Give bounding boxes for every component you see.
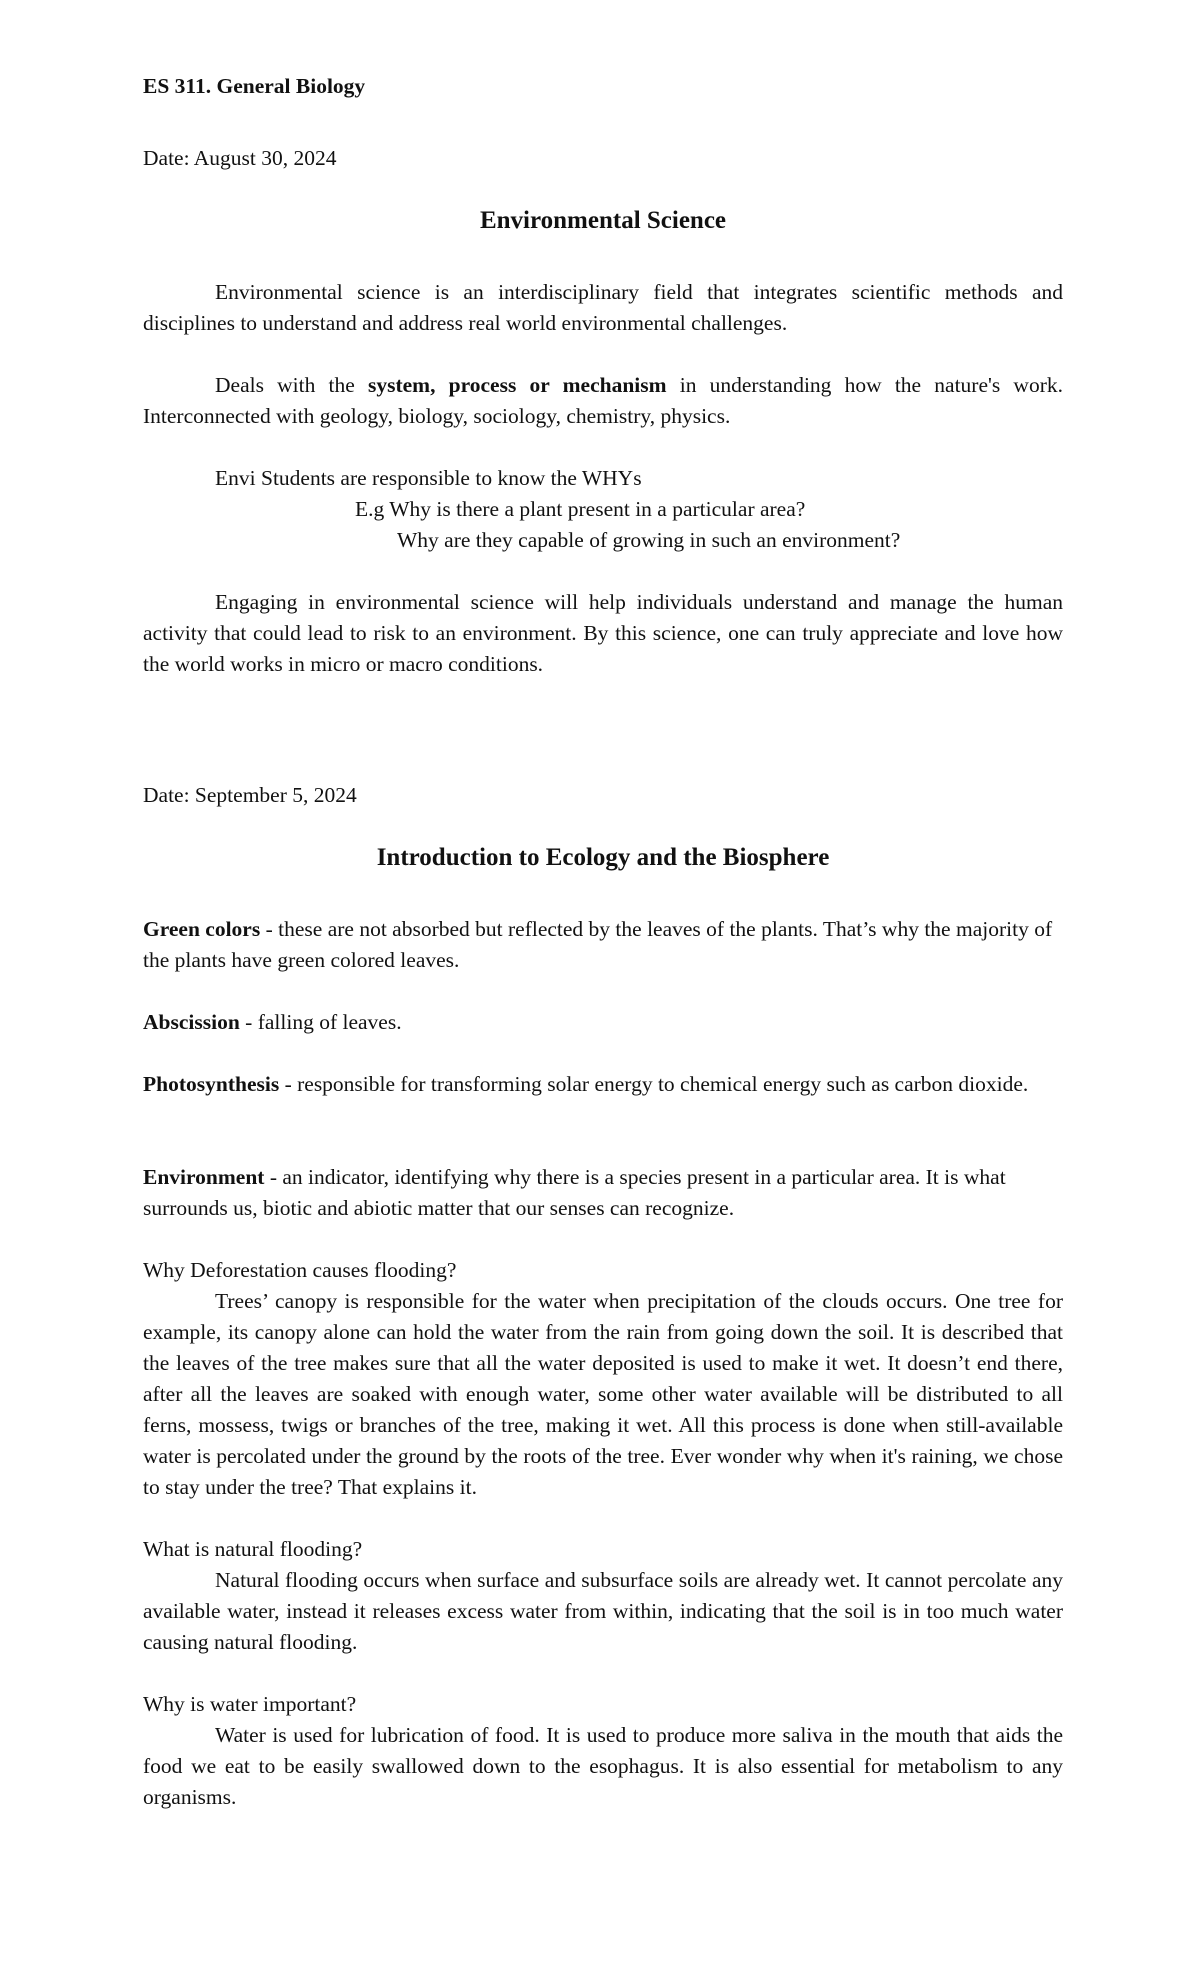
- question-deforestation: Why Deforestation causes flooding?: [143, 1258, 457, 1282]
- paragraph-system-process: [143, 370, 1063, 432]
- term-green-colors: Green colors: [143, 917, 261, 941]
- definition-abscission: [143, 1007, 1063, 1038]
- term-photosynthesis: Photosynthesis: [143, 1072, 280, 1096]
- definition-photosynthesis: [143, 1069, 1063, 1100]
- term-abscission: Abscission: [143, 1010, 240, 1034]
- section-title-environmental-science: Environmental Science: [479, 207, 727, 234]
- date-september: Date: September 5, 2024: [143, 783, 357, 807]
- definition-green-colors: [143, 914, 1063, 976]
- example-line-2: Why are they capable of growing in such an environment?: [397, 528, 901, 552]
- answer-deforestation: Trees’ canopy is responsible for the water when precipitation of the clouds occurs. One tree for example, its canopy alone can hold the water from the rain from going down the soil. It is described that the leaves of the tree makes sure that all the water deposited is used to make it wet. It doesn’t end there, after all the leaves are soaked with enough water, some other water available will be distributed to all ferns, mossess, twigs or branches of the tree, making it wet. All this process is done when still-available water is percolated under the ground by the roots of the tree. Ever wonder why when it's raining, we chose to stay under the tree? That explains it.: [143, 1289, 1063, 1499]
- paragraph-engaging-env-science: Engaging in environmental science will help individuals understand and manage the human activity that could lead to risk to an environment. By this science, one can truly appreciate and love how the world works in micro or macro conditions.: [143, 590, 1063, 676]
- example-line-1: E.g Why is there a plant present in a particular area?: [355, 497, 806, 521]
- course-title: ES 311. General Biology: [143, 74, 366, 98]
- question-water-importance: Why is water important?: [143, 1692, 357, 1716]
- system-process-post: in understanding how the nature's work.: [666, 373, 1063, 397]
- envi-students-line: Envi Students are responsible to know the WHYs: [215, 466, 642, 490]
- definition-environment: [143, 1162, 1063, 1224]
- answer-water-importance: Water is used for lubrication of food. It is used to produce more saliva in the mouth that aids the food we eat to be easily swallowed down to the esophagus. It is also essential for metabolism to any organisms.: [143, 1723, 1063, 1809]
- date-august: Date: August 30, 2024: [143, 146, 337, 170]
- section-title-ecology-biosphere: Introduction to Ecology and the Biosphere: [376, 844, 830, 871]
- paragraph-system-process-line2: Interconnected with geology, biology, sociology, chemistry, physics.: [143, 404, 731, 428]
- system-process-pre: Deals with the: [215, 373, 368, 397]
- system-process-bold: system, process or mechanism: [368, 373, 667, 397]
- definition-text-green-colors: - these are not absorbed but reflected by the leaves of the plants. That’s why the majority of the plants have green colored leaves.: [143, 917, 1053, 972]
- term-environment: Environment: [143, 1165, 265, 1189]
- definition-text-environment: - an indicator, identifying why there is a species present in a particular area. It is what surrounds us, biotic and abiotic matter that our senses can recognize.: [143, 1165, 1006, 1220]
- question-natural-flooding: What is natural flooding?: [143, 1537, 363, 1561]
- definition-text-abscission: - falling of leaves.: [239, 1010, 402, 1034]
- paragraph-env-science-definition: Environmental science is an interdisciplinary field that integrates scientific methods and disciplines to understand and address real world environmental challenges.: [143, 280, 1063, 335]
- answer-natural-flooding: Natural flooding occurs when surface and subsurface soils are already wet. It cannot percolate any available water, instead it releases excess water from within, indicating that the soil is in too much water causing natural flooding.: [143, 1568, 1063, 1654]
- definition-text-photosynthesis: - responsible for transforming solar energy to chemical energy such as carbon dioxide.: [279, 1072, 1029, 1096]
- paragraph-system-process-line1: [143, 370, 1063, 401]
